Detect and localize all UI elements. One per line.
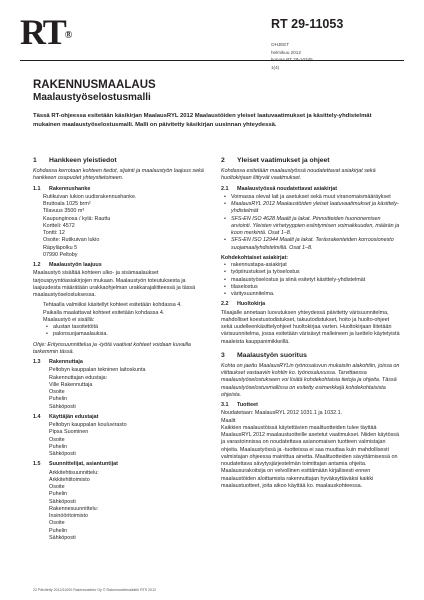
section-1-intro: Kohdassa kerrotaan kohteen tiedot, sijainti ja maalaustyön laajuus sekä hankkeen osapuolet yhteystietoineen. <box>33 168 204 182</box>
documents-list <box>221 194 401 252</box>
text-line: Puhelin <box>49 527 67 534</box>
section-3-1-heading: 3.1 Tuotteet <box>221 402 258 408</box>
text-line: Sähköposti <box>49 534 76 541</box>
section-3-1-paragraph: Kaikkien maalaustöissä käytettävien maalituotteiden tulee täyttää MaalausRYL 2012 maalaustuotteille asetetut vaatimukset. Niiden käytössä ja varastoinnissa on noudatettava asianomaisen tuotteen valmistajan ohjeita. Maalaustyössä ja -tuotteissa ei saa muuttaa kuin mahdollisesti valmistajan ohjeessa mainittua ainetta. Maalituotteiden sävyttämisessä on noudatettava sävytysjärjestelmän toimittajan antamia ohjeita. Maalausurakoitsija on velvollinen esittämään kirjallisesti ennen maalaustöiden aloittamista rakennuttajan hyväksyttäväksi kaikki maalaustuotteet, joita aikoo käyttää ko. maalauskohteessa. <box>221 424 399 489</box>
text-line: Paikalla maalattavat kohteet esitetään kohdassa 4. <box>43 309 165 316</box>
exclusions-list <box>43 324 213 339</box>
text-line: Maalaustyö ei sisällä: <box>43 316 95 323</box>
text-line: Osoite <box>49 520 65 527</box>
list-item: • väritysuunnitelma. <box>231 291 401 298</box>
text-line: Pipsa Suominen <box>49 429 89 436</box>
text-line: Tilavuus 3500 m³ <box>43 208 85 215</box>
list-item: • työpiirustukset ja työselostus <box>231 269 401 276</box>
list-item: • SFS-EN ISO 12944 Maalit ja lakat. Teräsrakenteiden korroosionesto suojamaaliyhdistelmillä. Osat 1–8. <box>231 237 401 252</box>
section-1-1-heading: 1.1 Rakennushanke <box>33 185 91 192</box>
text-line: Insinööritoimisto <box>49 513 88 519</box>
text-line: Sähköposti <box>49 451 76 457</box>
list-item: • MaalausRYL 2012 Maalaustöiden yleiset laatuvaatimukset ja käsittely-yhdistelmät <box>231 201 401 216</box>
list-item: • Voimassa olevat lait ja asetukset sekä muut viranomaismääräykset <box>231 194 401 201</box>
text-line: Bruttoala 1025 brm² <box>43 201 91 207</box>
section-1-3-heading: 1.3 Rakennuttaja <box>33 359 83 365</box>
text-line: Peltobyn kauppalan tekninen laitoskunta <box>49 367 146 374</box>
text-line: Maalit <box>221 417 236 424</box>
section-1-heading: 1 Hankkeen yleistiedot <box>33 157 117 164</box>
text-line: Rakennesuunnittelu: <box>49 505 99 512</box>
project-documents-list <box>221 262 401 298</box>
section-2-1-heading: 2.1 Maalaustyössä noudatettavat asiakirjat <box>221 185 338 192</box>
text-line: Noudatetaan: MaalausRYL 2012 1031.1 ja 1032.1. <box>221 410 343 417</box>
text-line: Räpyläpolku 5 <box>43 244 78 251</box>
intro-paragraph: Tässä RT-ohjeessa esitetään käsikirjan MaalausRYL 2012 Maalaustöiden yleiset laatuvaatimukset ja käsittely-yhdistelmät mukainen maalaustyöselostusmalli. Malli on päivitetty käsikirjan uusinnan yhteydessä. <box>33 113 372 129</box>
section-1-3-body <box>33 367 213 411</box>
list-item: • palonsuojamaalauksia. <box>53 331 213 338</box>
text-line: Arkkitehtitoimisto <box>49 476 90 483</box>
section-3-heading: 3 Maalaustyön suoritus <box>221 351 307 359</box>
list-item: • maalaustyöselostus ja siinä esitetyt käsittely-yhdistelmät <box>231 277 401 284</box>
list-item: • rakennustapa-asiakirjat <box>231 262 401 269</box>
section-1-4-body <box>33 422 213 458</box>
section-1-4-heading: 1.4 Käyttäjän edustajat <box>33 413 99 420</box>
text-line: Peltobyn kauppalan kouluvirasto <box>49 422 127 428</box>
meta-date: helmikuu 2012 <box>271 49 301 55</box>
document-subtitle: Maalaustyöselostusmalli <box>33 92 151 103</box>
text-line: Osoite <box>49 484 65 490</box>
meta-page: 1(4) <box>271 64 280 70</box>
section-1-5-body <box>33 470 213 543</box>
text-line: Puhelin <box>49 443 67 450</box>
text-line: Rakennuttajan edustaja: <box>49 374 108 381</box>
right-column <box>221 156 401 493</box>
section-1-5-heading: 1.5 Suunnittelijat, asiantuntijat <box>33 461 118 468</box>
text-line: Rutikuivan lukion uudisrakennushanke. <box>43 193 137 200</box>
document-title: RAKENNUSMAALAUS <box>33 79 156 91</box>
text-line: Ville Rakennuttaja <box>49 381 93 388</box>
document-meta <box>271 41 313 71</box>
section-1-2-paragraph: Maalaustyö sisältää kohteen ulko- ja sisämaalaukset tarjouspyyntöasiakirjojen mukaan. Maalaustyön toteutuksesta ja laajuudesta määrätään urakkaohjelman urakkarajaliitteessä ja tässä maalaustyöselostuksessa. <box>33 270 196 298</box>
section-1-1-body <box>33 194 213 259</box>
list-item: • alustan tasoitetöitä <box>53 324 213 331</box>
section-2-2-paragraph: Tilaajalle annetaan luovutuksen yhteydessä päivitetty värisuunnitelma, mahdolliset koestustodistukset, takuutodistukset, hoito ja huolto-ohjeet sekä uudelleenkäsittelyohjeet huoltokirjaa varten. Huoltokirjaan liitetään värisuunnitelma, jossa esitetään värisävyt malleineen ja luettelo käytetyistä maaleista kauppanimikkeillä. <box>221 309 400 345</box>
section-1-2-note: Ohje: Erityissuunnittelua ja -työtä vaativat kohteet voidaan kuvailla tarkemmin tässä. <box>33 341 191 355</box>
text-line: Osoite <box>49 389 65 395</box>
rt-logo: RT® <box>20 12 73 52</box>
text-line: Puhelin <box>49 396 67 403</box>
text-line: Sähköposti <box>49 403 76 410</box>
text-line: Osoite <box>49 436 65 443</box>
text-line: Puhelin <box>49 491 67 498</box>
section-2-heading: 2 Yleiset vaatimukset ja ohjeet <box>221 157 330 164</box>
section-2-2-heading: 2.2 Huoltokirja <box>221 301 266 308</box>
text-line: Osoite: Rutikuivan lukio <box>43 237 100 244</box>
text-line: Arkkitehtisuunnittelu: <box>49 469 99 476</box>
list-item: • tilaselostus <box>231 284 401 291</box>
list-item: • SFS-EN ISO 4628 Maalit ja lakat. Pinnoitteiden huononemisen arviointi. Yleisten virhetyyppien esiintymisen voimakkuuden, määrän ja koon merkintä. Osat 1–8. <box>231 216 401 238</box>
text-line: Kaupunginosa / kylä: Rauttu <box>43 215 111 222</box>
project-docs-label: Kohdekohtaiset asiakirjat: <box>221 254 289 261</box>
left-column <box>33 156 213 542</box>
meta-type: OHJEET <box>271 42 290 47</box>
text-line: 07990 Peltoby <box>43 251 78 258</box>
header-divider <box>20 60 404 61</box>
text-line: Sähköposti <box>49 498 76 505</box>
document-number: RT 29-11053 <box>271 17 344 31</box>
section-1-2-body <box>33 302 213 338</box>
text-line: Tontti: 12 <box>43 230 65 236</box>
text-line: Tehtaalla valmiiksi käsitellyt kohteet esitetään kohdassa 4. <box>43 302 182 309</box>
section-2-intro: Kohdassa esitetään maalaustyössä noudatettavat asiakirjat sekä huoltokirjaan liittyvät vaatimukset. <box>221 168 376 182</box>
section-1-2-heading: 1.2 Maalaustyön laajuus <box>33 262 102 268</box>
text-line: Kortteli: 4572 <box>43 222 75 229</box>
page-footer: 22 Päivitetty 2012/11000 Rakennustieto Oy © Rakennustietosäätiö RTS 2012 <box>33 588 157 592</box>
section-3-intro: Kohta on jaettu MaalausRYLin työnosaluvun mukaisiin alakohtiin, joissa on viittaukset vastaaviin kohtiin ko. työnosaluvussa. Tarvittaessa maalaustyöselostukseen voi lisätä kohdekohtaisia tietoja ja ohjeita. Tässä maalaustyöselostusmallissa on esitetty esimerkkejä kohdekohtaisista ohjeista. <box>221 362 400 398</box>
